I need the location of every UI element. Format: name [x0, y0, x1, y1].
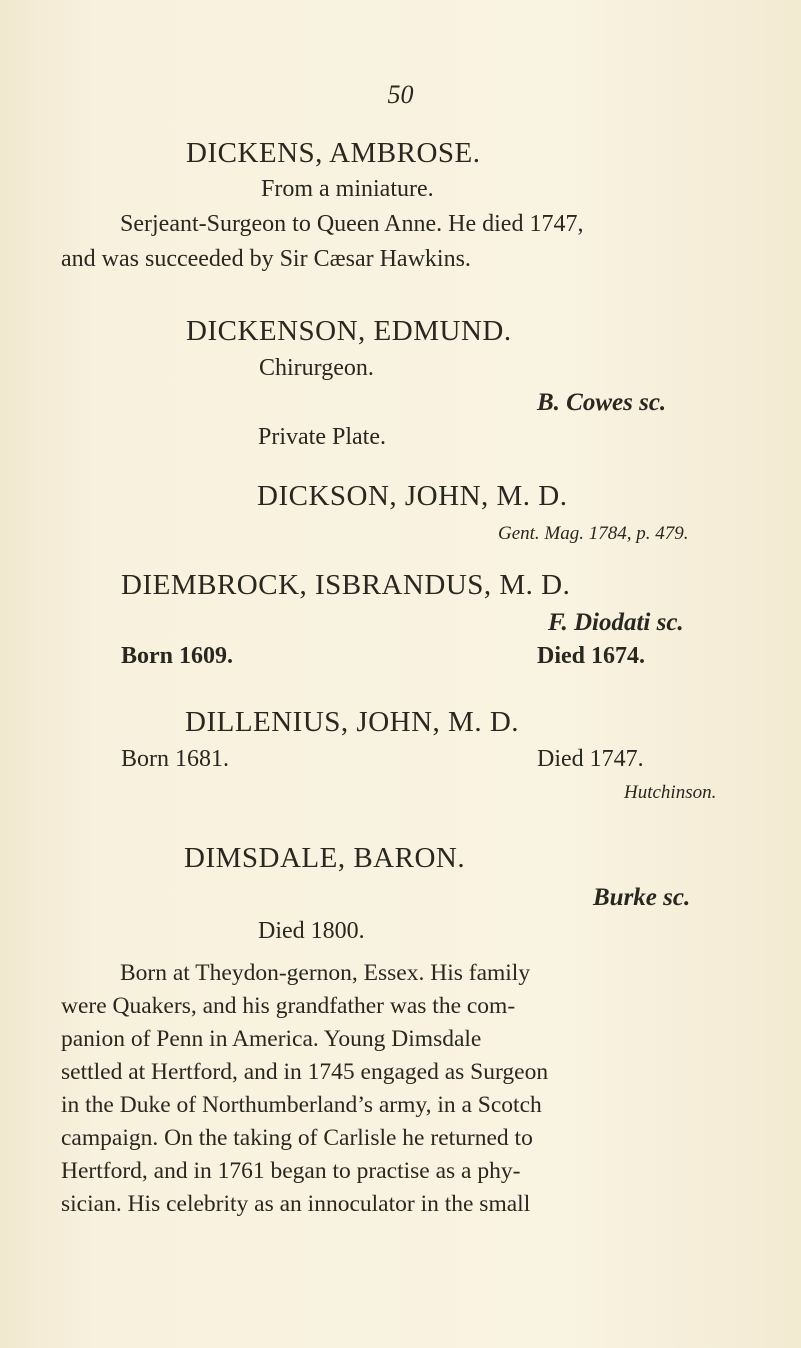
entry-note: From a miniature.: [261, 176, 434, 202]
engraver-credit: F. Diodati sc.: [548, 609, 684, 636]
entry-heading: DIMSDALE, BARON.: [184, 842, 466, 874]
text-line: campaign. On the taking of Carlisle he returned to: [61, 1125, 533, 1151]
entry-note: Private Plate.: [258, 424, 386, 450]
entry-heading: DICKENS, AMBROSE.: [186, 137, 481, 169]
text-line: in the Duke of Northumberland’s army, in a Scotch: [61, 1092, 542, 1118]
entry-heading: DILLENIUS, JOHN, M. D.: [185, 706, 520, 738]
source-citation: Hutchinson.: [624, 782, 717, 803]
text-line: settled at Hertford, and in 1745 engaged as Surgeon: [61, 1059, 549, 1085]
engraver-credit: B. Cowes sc.: [537, 389, 667, 416]
text-line: Born at Theydon-gernon, Essex. His family: [120, 960, 531, 986]
entry-heading: DICKSON, JOHN, M. D.: [257, 480, 568, 512]
entry-note: Chirurgeon.: [259, 355, 374, 381]
entry-note: and was succeeded by Sir Cæsar Hawkins.: [61, 246, 471, 272]
text-line: sician. His celebrity as an innoculator in the small: [61, 1191, 531, 1217]
page-number: 50: [387, 80, 414, 109]
death-date: Died 1800.: [258, 918, 365, 944]
text-line: were Quakers, and his grandfather was the com-: [61, 993, 516, 1019]
death-date: Died 1747.: [537, 746, 644, 772]
engraver-credit: Burke sc.: [593, 884, 691, 911]
entry-heading: DICKENSON, EDMUND.: [186, 315, 512, 347]
entry-note: Serjeant-Surgeon to Queen Anne. He died 1747,: [120, 211, 584, 237]
birth-date: Born 1609.: [121, 643, 234, 669]
source-citation: Gent. Mag. 1784, p. 479.: [498, 523, 689, 544]
text-line: Hertford, and in 1761 began to practise as a phy-: [61, 1158, 521, 1184]
death-date: Died 1674.: [537, 643, 645, 669]
biography-text: [61, 957, 721, 1221]
text-line: panion of Penn in America. Young Dimsdale: [61, 1026, 482, 1052]
birth-date: Born 1681.: [121, 746, 229, 772]
entry-heading: DIEMBROCK, ISBRANDUS, M. D.: [121, 569, 571, 601]
